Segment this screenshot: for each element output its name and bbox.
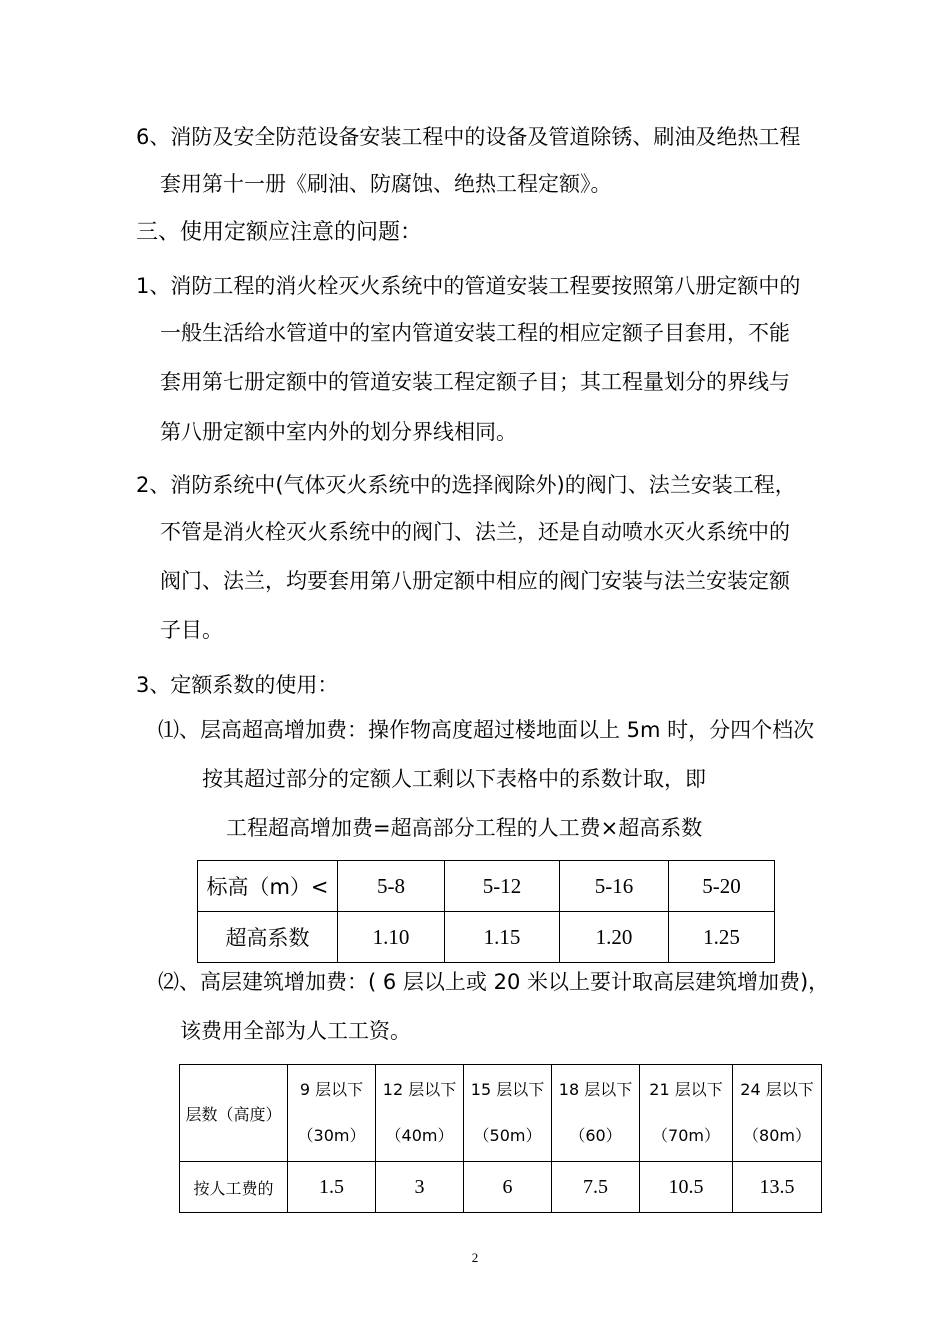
- table-cell: 7.5: [552, 1162, 640, 1213]
- height-label: （60）: [569, 1126, 622, 1145]
- sub-2-line-2: 该费用全部为人工工资。: [180, 1019, 411, 1043]
- table-cell: 13.5: [733, 1162, 822, 1213]
- table-row: [198, 861, 775, 912]
- table-header-cell: 层数（高度）: [180, 1065, 288, 1162]
- table-header-cell: 5-12: [445, 861, 560, 912]
- item-2-line-2: 不管是消火栓灭火系统中的阀门、法兰，还是自动喷水灭火系统中的: [160, 520, 790, 544]
- table-header-cell: [464, 1065, 552, 1162]
- floors-label: 12 层以下: [382, 1080, 457, 1099]
- table-row-label: 按人工费的: [180, 1162, 288, 1213]
- item-2-line-4: 子目。: [160, 618, 223, 642]
- item-3-line-1: 3、定额系数的使用：: [136, 673, 339, 697]
- item-1-line-4: 第八册定额中室内外的划分界线相同。: [160, 420, 517, 444]
- section-3-heading: 三、使用定额应注意的问题：: [136, 220, 423, 245]
- floors-label: 18 层以下: [558, 1080, 633, 1099]
- height-coefficient-table: [197, 860, 775, 963]
- page-number: 2: [471, 1250, 479, 1265]
- sub-1-line-2: 按其超过部分的定额人工剩以下表格中的系数计取，即: [202, 767, 706, 791]
- paragraph-6-line-1: 6、消防及安全防范设备安装工程中的设备及管道除锈、刷油及绝热工程: [136, 125, 801, 149]
- table-cell: 1.15: [445, 912, 560, 963]
- table-row: [180, 1162, 822, 1213]
- floors-label: 24 层以下: [740, 1080, 814, 1099]
- height-label: （30m）: [297, 1126, 366, 1145]
- table-cell: 10.5: [640, 1162, 733, 1213]
- table-header-cell: [640, 1065, 733, 1162]
- table-row-label: 超高系数: [198, 912, 338, 963]
- high-rise-surcharge-table: [179, 1064, 822, 1213]
- table-header-cell: [376, 1065, 464, 1162]
- table-header-cell: [733, 1065, 822, 1162]
- paragraph-6-line-2: 套用第十一册《刷油、防腐蚀、绝热工程定额》。: [160, 172, 612, 196]
- height-label: （70m）: [652, 1126, 720, 1145]
- table-header-cell: 5-8: [338, 861, 445, 912]
- item-2-line-3: 阀门、法兰，均要套用第八册定额中相应的阀门安装与法兰安装定额: [160, 569, 790, 593]
- sub-1-line-1: ⑴、层高超高增加费：操作物高度超过楼地面以上 5m 时，分四个档次: [158, 718, 815, 742]
- table-row: [198, 912, 775, 963]
- height-label: （80m）: [743, 1126, 811, 1145]
- table-cell: 6: [464, 1162, 552, 1213]
- sub-2-line-1: ⑵、高层建筑增加费：( 6 层以上或 20 米以上要计取高层建筑增加费)，: [158, 970, 830, 994]
- table-cell: 1.25: [669, 912, 775, 963]
- table-header-cell: 5-20: [669, 861, 775, 912]
- sub-1-formula: 工程超高增加费=超高部分工程的人工费×超高系数: [226, 816, 703, 840]
- table-cell: 3: [376, 1162, 464, 1213]
- table-row: [180, 1065, 822, 1162]
- height-label: （50m）: [473, 1126, 542, 1145]
- table-header-cell: 标高（m）<: [198, 861, 338, 912]
- floors-label: 15 层以下: [470, 1080, 545, 1099]
- table-header-cell: [288, 1065, 376, 1162]
- height-label: （40m）: [385, 1126, 454, 1145]
- item-2-line-1: 2、消防系统中(气体灭火系统中的选择阀除外)的阀门、法兰安装工程，: [136, 473, 796, 497]
- table-header-cell: 5-16: [560, 861, 669, 912]
- table-cell: 1.20: [560, 912, 669, 963]
- item-1-line-3: 套用第七册定额中的管道安装工程定额子目；其工程量划分的界线与: [160, 370, 790, 394]
- table-header-cell: [552, 1065, 640, 1162]
- table-cell: 1.10: [338, 912, 445, 963]
- floors-label: 9 层以下: [299, 1080, 364, 1099]
- table-cell: 1.5: [288, 1162, 376, 1213]
- item-1-line-2: 一般生活给水管道中的室内管道安装工程的相应定额子目套用，不能: [160, 321, 790, 345]
- item-1-line-1: 1、消防工程的消火栓灭火系统中的管道安装工程要按照第八册定额中的: [136, 274, 801, 298]
- floors-label: 21 层以下: [649, 1080, 723, 1099]
